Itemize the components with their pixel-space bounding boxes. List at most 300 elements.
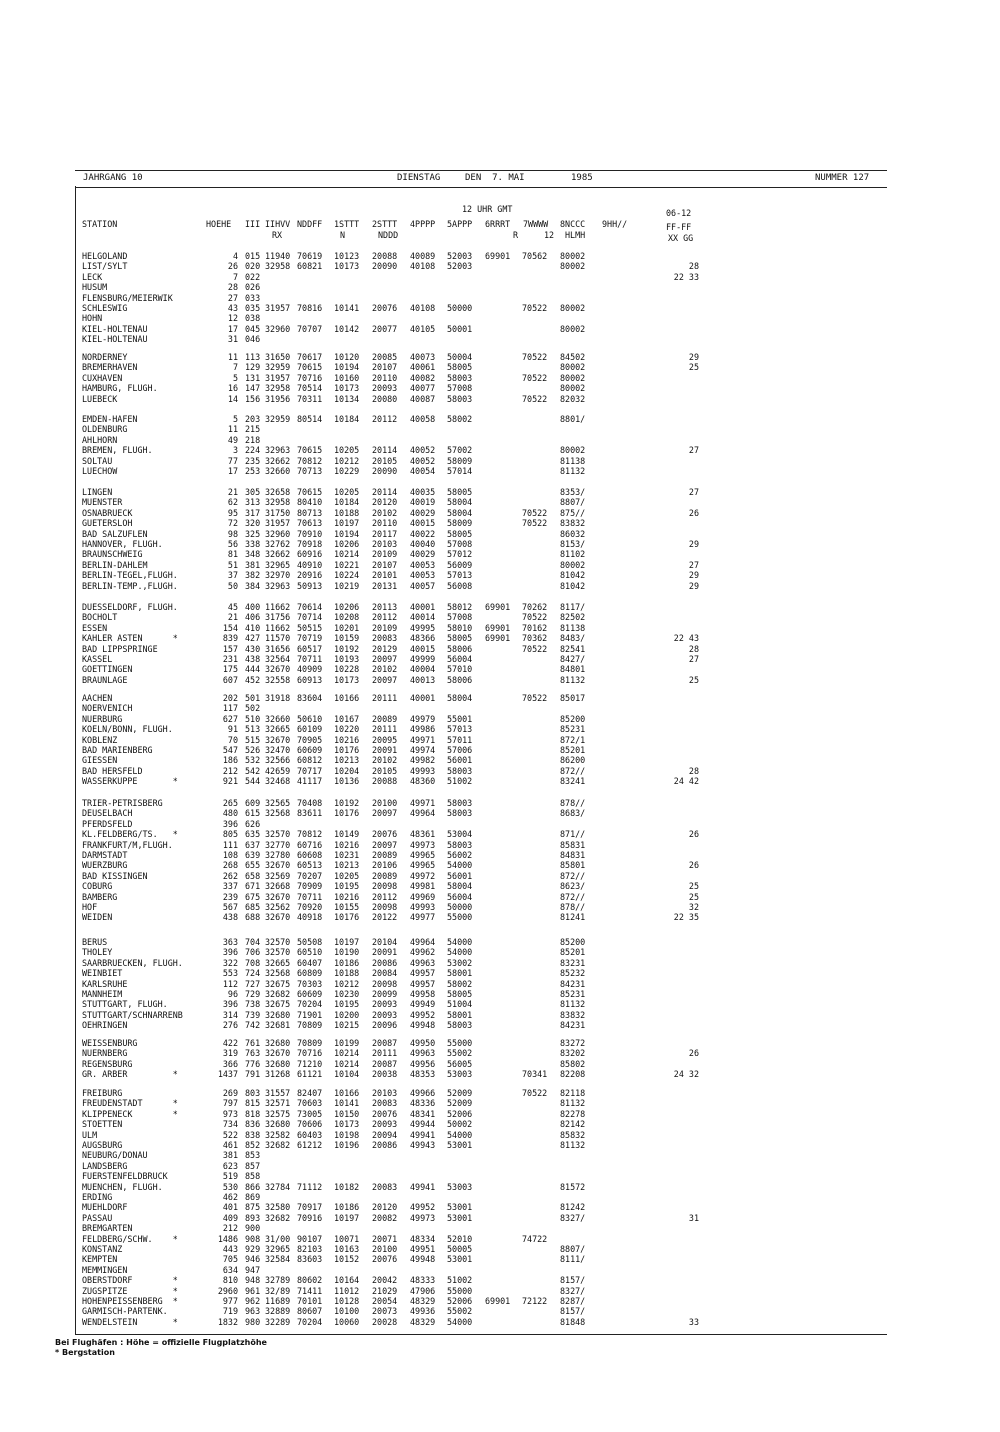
station-iii: 671: [245, 881, 261, 892]
station-4pppp: 40001: [410, 602, 436, 612]
station-2sttt: 20091: [372, 745, 398, 755]
station-iihvv: 32/89: [265, 1285, 291, 1296]
station-1sttt: 10214: [334, 549, 360, 560]
station-hoehe: 401: [222, 1202, 238, 1213]
station-4pppp: 48334: [410, 1233, 436, 1244]
station-name: BREMGARTEN: [82, 1223, 133, 1234]
station-iii: 961: [245, 1285, 261, 1296]
station-hoehe: 734: [222, 1119, 238, 1130]
station-4pppp: 49965: [410, 850, 436, 860]
station-iii: 852: [245, 1140, 261, 1150]
station-5appp: 57014: [447, 466, 473, 476]
station-name: OEHRINGEN: [82, 1020, 128, 1031]
station-hoehe: 805: [222, 829, 238, 840]
station-2sttt: 20107: [372, 362, 398, 373]
station-1sttt: 10230: [334, 989, 360, 999]
station-iii: 963: [245, 1306, 261, 1317]
station-iihvv: 32958: [265, 261, 291, 272]
station-ff-ff: 25: [688, 362, 699, 373]
station-name: BRAUNLAGE: [82, 674, 128, 685]
station-8nccc: 8327/: [560, 1212, 586, 1223]
station-name: BAD SALZUFLEN: [82, 528, 148, 539]
station-iii: 836: [245, 1119, 261, 1130]
station-1sttt: 10201: [334, 622, 360, 633]
station-hoehe: 319: [222, 1048, 238, 1059]
station-nddff: 70613: [297, 518, 323, 529]
table-row: [82, 1244, 702, 1254]
station-nddff: 90107: [297, 1233, 323, 1244]
station-nddff: 60403: [297, 1129, 323, 1140]
station-hoehe: 50: [227, 580, 238, 591]
station-name: NUERNBERG: [82, 1048, 128, 1059]
station-iihvv: 32662: [265, 549, 291, 560]
station-1sttt: 10194: [334, 362, 360, 373]
station-2sttt: 20071: [372, 1233, 398, 1244]
station-iihvv: 32680: [265, 1058, 291, 1069]
station-name: PASSAU: [82, 1212, 113, 1223]
station-8nccc: 85832: [560, 1129, 586, 1140]
col-5appp: 5APPP: [447, 219, 473, 229]
station-5appp: 58006: [447, 674, 473, 685]
station-iii: 947: [245, 1264, 261, 1275]
station-iihvv: 32670: [265, 664, 291, 675]
station-nddff: 70711: [297, 891, 323, 902]
station-iii: 022: [245, 271, 261, 282]
station-iihvv: 32959: [265, 362, 291, 373]
station-iii: 203: [245, 414, 261, 424]
station-2sttt: 20089: [372, 850, 398, 860]
station-7wwww: 70522: [522, 1088, 548, 1098]
col-1sttt: 1STTT: [334, 219, 360, 229]
table-row: [82, 1265, 702, 1275]
station-5appp: 58004: [447, 881, 473, 892]
station-name: GOETTINGEN: [82, 664, 133, 675]
station-2sttt: 20083: [372, 1181, 398, 1192]
table-row: [82, 272, 702, 282]
station-iii: 320: [245, 518, 261, 529]
table-row: [82, 1192, 702, 1202]
station-name: KL.FELDBERG/TS. *: [82, 829, 178, 840]
station-iii: 838: [245, 1129, 261, 1140]
station-ff-ff: 22 35: [673, 912, 699, 923]
station-2sttt: 20093: [372, 1009, 398, 1020]
station-hoehe: 31: [227, 334, 238, 345]
station-hoehe: 719: [222, 1306, 238, 1317]
station-2sttt: 20110: [372, 372, 398, 383]
station-2sttt: 20089: [372, 713, 398, 724]
station-6rrrt: 69901: [485, 251, 511, 261]
station-2sttt: 20097: [372, 674, 398, 685]
station-ff-ff: 29: [688, 539, 699, 549]
station-4pppp: 48366: [410, 633, 436, 644]
station-1sttt: 10152: [334, 1254, 360, 1265]
station-7wwww: 70522: [522, 518, 548, 529]
station-iii: 776: [245, 1058, 261, 1069]
station-hoehe: 322: [222, 957, 238, 968]
station-5appp: 53001: [447, 1202, 473, 1213]
station-name: STUTTGART, FLUGH.: [82, 999, 168, 1010]
station-name: MUENCHEN, FLUGH.: [82, 1181, 163, 1192]
station-2sttt: 20102: [372, 755, 398, 766]
station-5appp: 58003: [447, 1020, 473, 1031]
table-row: [82, 251, 702, 261]
station-hoehe: 212: [222, 1223, 238, 1234]
station-iii: 513: [245, 724, 261, 735]
station-iii: 406: [245, 612, 261, 623]
station-nddff: 70716: [297, 1048, 323, 1059]
station-1sttt: 10212: [334, 978, 360, 989]
station-1sttt: 10216: [334, 839, 360, 850]
station-5appp: 58003: [447, 808, 473, 819]
station-1sttt: 10164: [334, 1275, 360, 1286]
station-1sttt: 10173: [334, 674, 360, 685]
station-2sttt: 20112: [372, 414, 398, 424]
station-7wwww: 70522: [522, 643, 548, 654]
station-1sttt: 10141: [334, 303, 360, 313]
station-name: GARMISCH-PARTENK.: [82, 1306, 168, 1317]
station-hoehe: 12: [227, 313, 238, 324]
station-4pppp: 40004: [410, 664, 436, 675]
station-4pppp: 49982: [410, 755, 436, 766]
station-1sttt: 10219: [334, 580, 360, 591]
station-4pppp: 49966: [410, 1088, 436, 1098]
station-nddff: 70514: [297, 383, 323, 394]
footnote-mountain-station: * Bergstation: [55, 1348, 115, 1357]
station-hoehe: 28: [227, 282, 238, 293]
station-4pppp: 49963: [410, 957, 436, 968]
station-hoehe: 1832: [217, 1316, 238, 1327]
station-1sttt: 10216: [334, 891, 360, 902]
station-2sttt: 20122: [372, 912, 398, 923]
station-4pppp: 40061: [410, 362, 436, 373]
station-hoehe: 5: [232, 372, 238, 383]
station-name: FREIBURG: [82, 1088, 123, 1098]
station-name: KOBLENZ: [82, 734, 118, 745]
station-hoehe: 265: [222, 798, 238, 808]
station-nddff: 60916: [297, 549, 323, 560]
station-iii: 639: [245, 850, 261, 860]
station-8nccc: 82118: [560, 1088, 586, 1098]
station-name: WEIDEN: [82, 912, 113, 923]
col-4pppp: 4PPPP: [410, 219, 436, 229]
station-8nccc: 8327/: [560, 1285, 586, 1296]
station-iii: 704: [245, 937, 261, 947]
table-row: [82, 334, 702, 344]
station-hoehe: 70: [227, 734, 238, 745]
station-1sttt: 10215: [334, 1020, 360, 1031]
station-2sttt: 20028: [372, 1316, 398, 1327]
station-hoehe: 634: [222, 1264, 238, 1275]
col-2sttt-sub: NDDD: [378, 230, 399, 240]
station-5appp: 54000: [447, 947, 473, 958]
station-4pppp: 49948: [410, 1254, 436, 1265]
station-1sttt: 10184: [334, 414, 360, 424]
station-hoehe: 262: [222, 870, 238, 881]
station-hoehe: 607: [222, 674, 238, 685]
station-4pppp: 48360: [410, 776, 436, 787]
station-8nccc: 84831: [560, 850, 586, 860]
station-hoehe: 17: [227, 323, 238, 334]
station-4pppp: 49979: [410, 713, 436, 724]
station-name: ERDING: [82, 1192, 113, 1202]
table-row: [82, 261, 702, 271]
station-5appp: 57011: [447, 734, 473, 745]
station-hoehe: 49: [227, 434, 238, 445]
station-2sttt: 20109: [372, 622, 398, 633]
station-name: KAHLER ASTEN *: [82, 633, 178, 644]
station-2sttt: 20083: [372, 633, 398, 644]
station-4pppp: 49957: [410, 968, 436, 979]
station-hoehe: 839: [222, 633, 238, 644]
station-4pppp: 40001: [410, 693, 436, 703]
station-iii: 866: [245, 1181, 261, 1192]
station-4pppp: 40108: [410, 261, 436, 272]
station-4pppp: 49965: [410, 860, 436, 871]
station-4pppp: 49995: [410, 622, 436, 633]
station-name: LINGEN: [82, 487, 113, 497]
station-name: KLIPPENECK *: [82, 1108, 178, 1119]
col-6rrrt-sub: R: [513, 230, 519, 240]
station-4pppp: 48333: [410, 1275, 436, 1286]
station-name: HANNOVER, FLUGH.: [82, 539, 163, 549]
station-ff-ff: 27: [688, 445, 699, 456]
station-5appp: 58005: [447, 633, 473, 644]
station-8nccc: 85232: [560, 968, 586, 979]
station-2sttt: 20098: [372, 902, 398, 912]
station-8nccc: 8157/: [560, 1306, 586, 1317]
station-5appp: 57012: [447, 549, 473, 560]
station-5appp: 54000: [447, 937, 473, 947]
station-iihvv: 32566: [265, 755, 291, 766]
station-name: HOHN: [82, 313, 103, 324]
station-1sttt: 10149: [334, 829, 360, 840]
station-4pppp: 49971: [410, 734, 436, 745]
table-row: [82, 383, 702, 393]
station-4pppp: 40077: [410, 383, 436, 394]
station-1sttt: 10182: [334, 1181, 360, 1192]
station-nddff: 40910: [297, 559, 323, 570]
station-5appp: 53003: [447, 1181, 473, 1192]
station-4pppp: 49957: [410, 978, 436, 989]
col-8nccc: 8NCCC: [560, 219, 586, 229]
station-2sttt: 20129: [372, 643, 398, 654]
table-row: [82, 808, 702, 818]
station-name: FLENSBURG/MEIERWIK: [82, 292, 173, 303]
station-hoehe: 186: [222, 755, 238, 766]
station-nddff: 70714: [297, 612, 323, 623]
station-2sttt: 20100: [372, 1244, 398, 1254]
station-8nccc: 83241: [560, 776, 586, 787]
station-iihvv: 32784: [265, 1181, 291, 1192]
station-8nccc: 8287/: [560, 1296, 586, 1306]
station-name: LANDSBERG: [82, 1160, 128, 1171]
station-iihvv: 31957: [265, 518, 291, 529]
station-8nccc: 81132: [560, 674, 586, 685]
station-hoehe: 461: [222, 1140, 238, 1150]
station-2sttt: 20105: [372, 455, 398, 466]
station-8nccc: 83272: [560, 1038, 586, 1048]
station-iihvv: 32963: [265, 580, 291, 591]
station-iihvv: 32660: [265, 713, 291, 724]
station-1sttt: 10200: [334, 1009, 360, 1020]
station-2sttt: 20076: [372, 1108, 398, 1119]
station-8nccc: 81241: [560, 912, 586, 923]
station-8nccc: 8807/: [560, 1244, 586, 1254]
station-ff-ff: 28: [688, 643, 699, 654]
table-row: [82, 1161, 702, 1171]
station-iii: 020: [245, 261, 261, 272]
station-iii: 033: [245, 292, 261, 303]
station-4pppp: 40053: [410, 570, 436, 581]
station-name: PFERDSFELD: [82, 818, 133, 829]
station-2sttt: 20106: [372, 860, 398, 871]
station-2sttt: 20082: [372, 1212, 398, 1223]
table-row: [82, 735, 702, 745]
station-nddff: 70204: [297, 1316, 323, 1327]
station-iihvv: 32670: [265, 912, 291, 923]
station-2sttt: 20087: [372, 1058, 398, 1069]
station-hoehe: 62: [227, 497, 238, 508]
col-7wwww-sub: 12: [544, 230, 555, 240]
station-name: LIST/SYLT: [82, 261, 128, 272]
station-7wwww: 70522: [522, 693, 548, 703]
station-5appp: 51002: [447, 1275, 473, 1286]
station-1sttt: 10188: [334, 507, 360, 518]
station-ff-ff: 32: [688, 902, 699, 912]
station-nddff: 61121: [297, 1069, 323, 1080]
station-1sttt: 10228: [334, 664, 360, 675]
station-name: BERLIN-TEGEL,FLUGH.: [82, 570, 178, 581]
station-2sttt: 20112: [372, 891, 398, 902]
table-row: [82, 776, 702, 786]
station-8nccc: 85801: [560, 860, 586, 871]
station-iii: 215: [245, 424, 261, 435]
table-row: [82, 1296, 702, 1306]
station-hoehe: 522: [222, 1129, 238, 1140]
station-iihvv: 32680: [265, 1119, 291, 1130]
station-iii: 742: [245, 1020, 261, 1031]
station-5appp: 58003: [447, 839, 473, 850]
station-nddff: 60913: [297, 674, 323, 685]
station-hoehe: 409: [222, 1212, 238, 1223]
station-iii: 626: [245, 818, 261, 829]
station-2sttt: 20090: [372, 466, 398, 476]
station-2sttt: 20111: [372, 1048, 398, 1059]
station-iihvv: 32682: [265, 1212, 291, 1223]
station-nddff: 70809: [297, 1038, 323, 1048]
station-5appp: 55000: [447, 912, 473, 923]
station-iii: 400: [245, 602, 261, 612]
station-hoehe: 81: [227, 549, 238, 560]
station-ff-ff: 25: [688, 891, 699, 902]
station-7wwww: 74722: [522, 1233, 548, 1244]
station-8nccc: 83832: [560, 518, 586, 529]
table-row: [82, 892, 702, 902]
station-hoehe: 17: [227, 466, 238, 476]
station-4pppp: 49936: [410, 1306, 436, 1317]
station-nddff: 70918: [297, 539, 323, 549]
station-name: BREMEN, FLUGH.: [82, 445, 153, 456]
col-iihvv: IIHVV: [265, 219, 291, 229]
station-iii: 305: [245, 487, 261, 497]
station-4pppp: 49952: [410, 1202, 436, 1213]
table-row: [82, 724, 702, 734]
table-row: [82, 633, 702, 643]
station-nddff: 70707: [297, 323, 323, 334]
station-name: FELDBERG/SCHW. *: [82, 1233, 178, 1244]
station-iihvv: 31557: [265, 1088, 291, 1098]
station-8nccc: 872//: [560, 891, 586, 902]
station-iihvv: 32959: [265, 414, 291, 424]
station-iii: 046: [245, 334, 261, 345]
station-8nccc: 878//: [560, 902, 586, 912]
table-row: [82, 352, 702, 362]
station-iii: 384: [245, 580, 261, 591]
station-iihvv: 32670: [265, 891, 291, 902]
station-8nccc: 81042: [560, 580, 586, 591]
station-8nccc: 80002: [560, 362, 586, 373]
table-row: [82, 798, 702, 808]
table-row: [82, 1109, 702, 1119]
table-row: [82, 912, 702, 922]
station-1sttt: 10176: [334, 808, 360, 819]
station-nddff: 70910: [297, 528, 323, 539]
station-hoehe: 1437: [217, 1069, 238, 1080]
station-5appp: 55000: [447, 1285, 473, 1296]
station-4pppp: 49964: [410, 808, 436, 819]
station-6rrrt: 69901: [485, 602, 511, 612]
station-2sttt: 20120: [372, 1202, 398, 1213]
station-hoehe: 239: [222, 891, 238, 902]
station-4pppp: 48353: [410, 1069, 436, 1080]
station-1sttt: 10212: [334, 455, 360, 466]
station-ff-ff: 28: [688, 765, 699, 776]
station-hoehe: 27: [227, 292, 238, 303]
station-1sttt: 10192: [334, 643, 360, 654]
station-1sttt: 10186: [334, 957, 360, 968]
station-1sttt: 10213: [334, 755, 360, 766]
station-5appp: 57008: [447, 383, 473, 394]
station-4pppp: 49950: [410, 1038, 436, 1048]
station-4pppp: 49981: [410, 881, 436, 892]
jahrgang-label: JAHRGANG 10: [83, 173, 143, 183]
station-5appp: 58009: [447, 455, 473, 466]
station-2sttt: 20073: [372, 1306, 398, 1317]
station-name: KONSTANZ: [82, 1244, 123, 1254]
station-8nccc: 8153/: [560, 539, 586, 549]
station-5appp: 50005: [447, 1244, 473, 1254]
table-row: [82, 282, 702, 292]
station-5appp: 52009: [447, 1088, 473, 1098]
station-hoehe: 117: [222, 703, 238, 714]
station-hoehe: 422: [222, 1038, 238, 1048]
station-iihvv: 32675: [265, 999, 291, 1010]
station-4pppp: 49948: [410, 1020, 436, 1031]
station-2sttt: 20084: [372, 968, 398, 979]
station-2sttt: 20103: [372, 539, 398, 549]
station-ff-ff: 27: [688, 487, 699, 497]
weekday-label: DIENSTAG: [397, 173, 441, 183]
station-hoehe: 154: [222, 622, 238, 633]
station-hoehe: 396: [222, 999, 238, 1010]
station-5appp: 50002: [447, 1119, 473, 1130]
col-hoehe: HOEHE: [206, 219, 232, 229]
station-iihvv: 31918: [265, 693, 291, 703]
station-hoehe: 627: [222, 713, 238, 724]
table-row: [82, 424, 702, 434]
station-1sttt: 10100: [334, 1306, 360, 1317]
station-iii: 946: [245, 1254, 261, 1265]
